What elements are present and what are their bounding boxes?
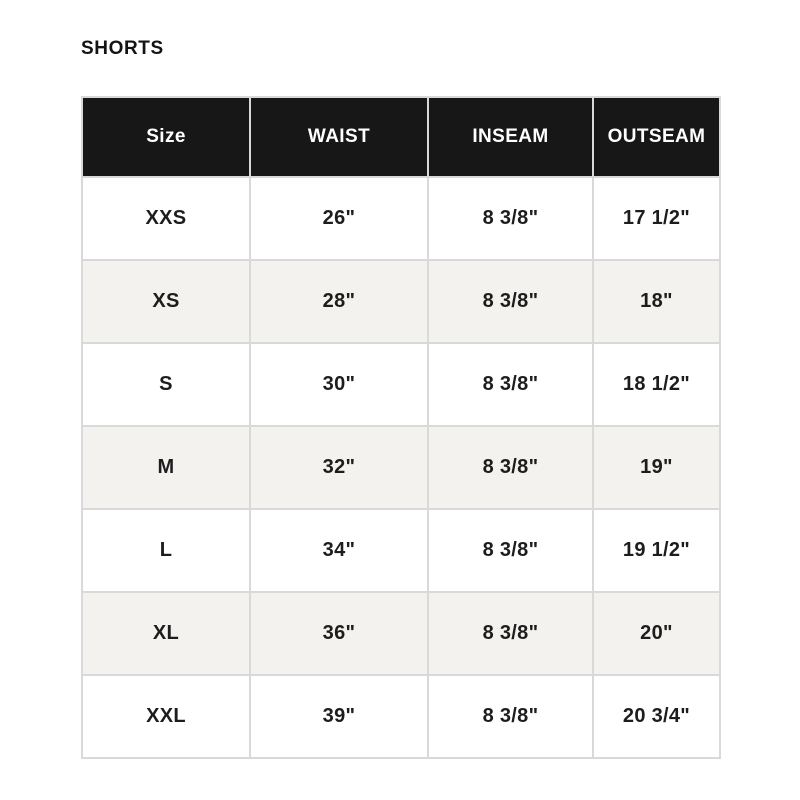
table-row-l [82,509,720,592]
inseam-cell: 8 3/8" [428,509,593,592]
inseam-cell: 8 3/8" [428,177,593,260]
inseam-cell: 8 3/8" [428,592,593,675]
inseam-cell: 8 3/8" [428,260,593,343]
table-row-s [82,343,720,426]
waist-cell: 39" [250,675,428,758]
waist-cell: 36" [250,592,428,675]
table-row-xxs [82,177,720,260]
waist-cell: 34" [250,509,428,592]
outseam-cell: 20 3/4" [593,675,720,758]
table-row-xs [82,260,720,343]
header-waist: WAIST [250,97,428,177]
inseam-cell: 8 3/8" [428,675,593,758]
waist-cell: 26" [250,177,428,260]
header-row [82,97,720,177]
size-chart-table [81,96,721,759]
outseam-cell: 18" [593,260,720,343]
waist-cell: 30" [250,343,428,426]
outseam-cell: 19 1/2" [593,509,720,592]
page-title: SHORTS [81,38,164,59]
waist-cell: 32" [250,426,428,509]
header-size: Size [82,97,250,177]
size-cell: XL [82,592,250,675]
outseam-cell: 18 1/2" [593,343,720,426]
table-row-xl [82,592,720,675]
outseam-cell: 20" [593,592,720,675]
size-cell: M [82,426,250,509]
inseam-cell: 8 3/8" [428,426,593,509]
size-cell: XS [82,260,250,343]
size-cell: XXS [82,177,250,260]
table-row-m [82,426,720,509]
waist-cell: 28" [250,260,428,343]
outseam-cell: 17 1/2" [593,177,720,260]
size-cell: S [82,343,250,426]
header-outseam: OUTSEAM [593,97,720,177]
size-cell: XXL [82,675,250,758]
header-inseam: INSEAM [428,97,593,177]
inseam-cell: 8 3/8" [428,343,593,426]
table-row-xxl [82,675,720,758]
size-cell: L [82,509,250,592]
outseam-cell: 19" [593,426,720,509]
